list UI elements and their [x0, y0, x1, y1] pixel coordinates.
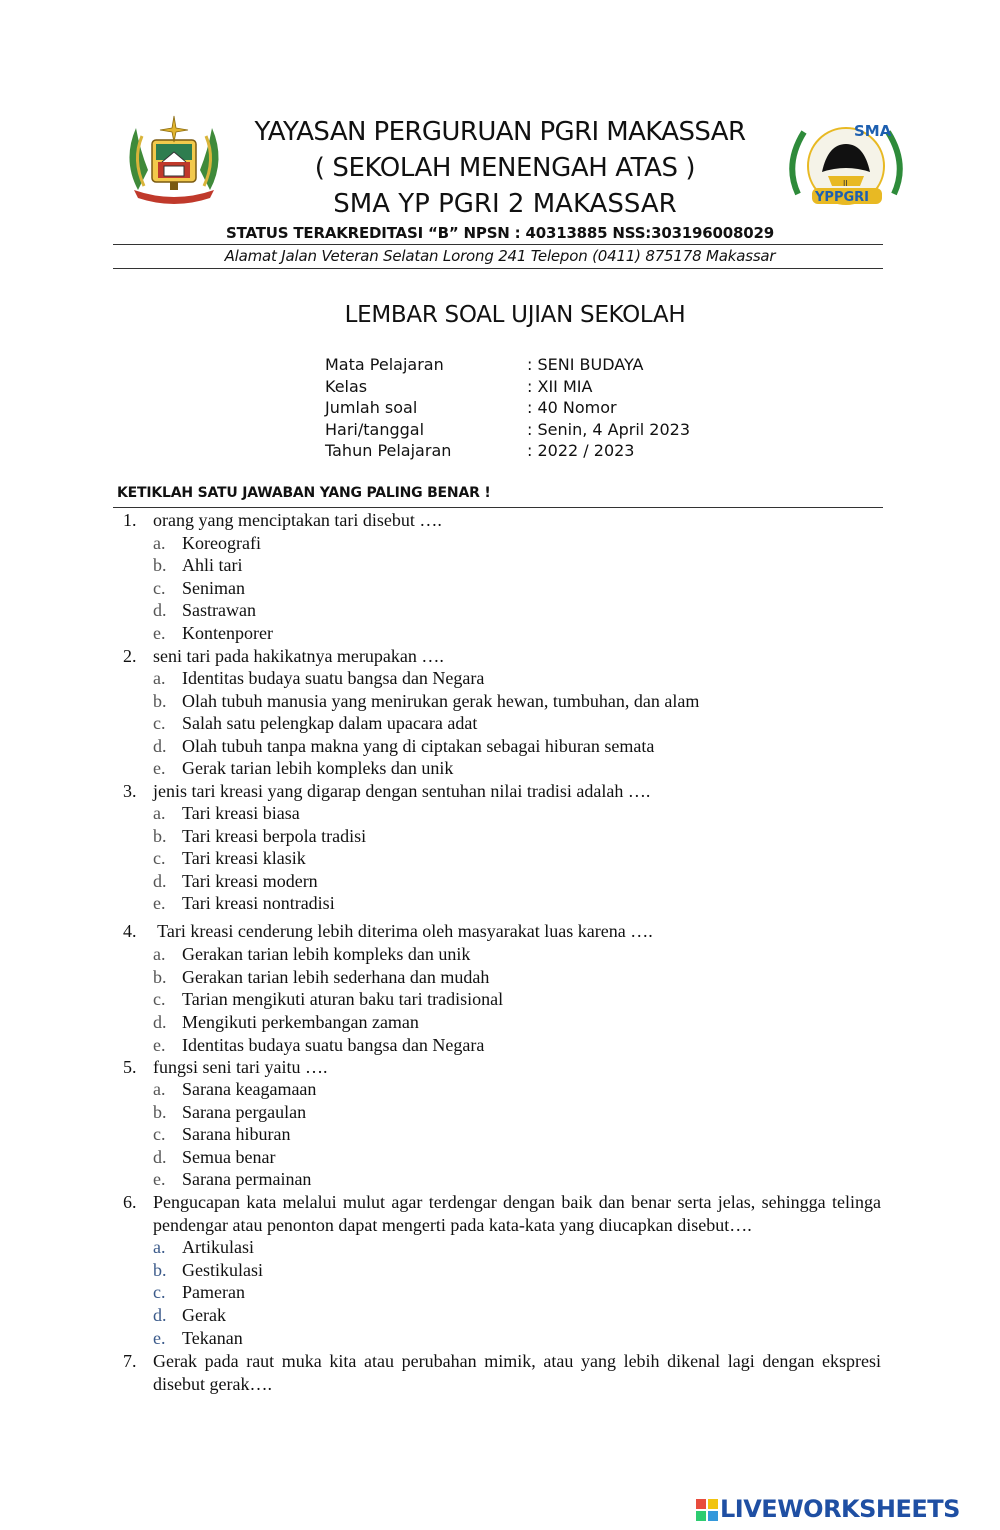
- option-text: Sarana permainan: [182, 1169, 312, 1189]
- question-number: 5.: [123, 1057, 137, 1077]
- option-letter: a.: [153, 803, 166, 823]
- question-text: Tari kreasi cenderung lebih diterima oleh masyarakat luas karena ….: [153, 921, 653, 941]
- option-text: Sarana hiburan: [182, 1124, 291, 1144]
- option-text: Identitas budaya suatu bangsa dan Negara: [182, 668, 485, 688]
- question-number: 4.: [123, 921, 137, 941]
- option-text: Olah tubuh manusia yang menirukan gerak hewan, tumbuhan, dan alam: [182, 691, 700, 711]
- option-letter: e.: [153, 758, 166, 778]
- option-letter: c.: [153, 1124, 166, 1144]
- instruction-text: KETIKLAH SATU JAWABAN YANG PALING BENAR !: [117, 485, 491, 501]
- option-letter: a.: [153, 944, 166, 964]
- info-label: Kelas: [325, 377, 368, 396]
- question-text: jenis tari kreasi yang digarap dengan sentuhan nilai tradisi adalah ….: [153, 781, 651, 801]
- option-text: Sarana keagamaan: [182, 1079, 317, 1099]
- option-letter: b.: [153, 691, 167, 711]
- option-letter: c.: [153, 848, 166, 868]
- option-text: Ahli tari: [182, 555, 243, 575]
- liveworksheets-brand[interactable]: [696, 1495, 992, 1523]
- brand-wordmark: LIVEWORKSHEETS: [720, 1495, 960, 1523]
- option-text: Tari kreasi berpola tradisi: [182, 826, 367, 846]
- option-text: Seniman: [182, 578, 245, 598]
- accreditation-status: STATUS TERAKREDITASI “B” NPSN : 40313885 NSS:303196008029: [226, 224, 774, 242]
- option-text: Tari kreasi biasa: [182, 803, 300, 823]
- option-letter: c.: [153, 989, 166, 1009]
- option-letter: a.: [153, 1079, 166, 1099]
- option-text: Kontenporer: [182, 623, 273, 643]
- question-text: seni tari pada hakikatnya merupakan ….: [153, 646, 444, 666]
- question-number: 7.: [123, 1351, 137, 1371]
- question-text: Gerak pada raut muka kita atau perubahan mimik, atau yang lebih dikenal lagi dengan ekspresi disebut gerak….: [153, 1351, 881, 1394]
- liveworksheets-logo-icon: [696, 1499, 718, 1521]
- option-text: Gerak: [182, 1305, 226, 1325]
- school-type: ( SEKOLAH MENENGAH ATAS ): [314, 153, 696, 183]
- question-text: Pengucapan kata melalui mulut agar terdengar dengan baik dan benar serta jelas, sehingga telinga pendengar atau penonton dapat mengerti pada kata-kata yang diucapkan disebut….: [153, 1192, 881, 1235]
- question-number: 2.: [123, 646, 137, 666]
- right-logo-top-text: SMA: [854, 122, 892, 140]
- question-text: orang yang menciptakan tari disebut ….: [153, 510, 442, 530]
- question-number: 6.: [123, 1192, 137, 1212]
- info-value: : SENI BUDAYA: [527, 355, 644, 374]
- option-letter: e.: [153, 1035, 166, 1055]
- right-logo-bottom-text: YPPGRI: [815, 190, 869, 205]
- info-value: : 40 Nomor: [527, 398, 617, 417]
- option-text: Koreografi: [182, 533, 261, 553]
- option-letter: b.: [153, 967, 167, 987]
- option-letter: c.: [153, 1282, 166, 1302]
- option-text: Gerak tarian lebih kompleks dan unik: [182, 758, 454, 778]
- option-text: Tarian mengikuti aturan baku tari tradisional: [182, 989, 504, 1009]
- question-number: 1.: [123, 510, 137, 530]
- option-text: Artikulasi: [182, 1237, 254, 1257]
- header-divider: [113, 244, 883, 245]
- option-text: Tari kreasi modern: [182, 871, 318, 891]
- option-letter: d.: [153, 1305, 167, 1325]
- option-letter: d.: [153, 1012, 167, 1032]
- provincial-emblem-icon: [118, 110, 230, 204]
- option-text: Pameran: [182, 1282, 245, 1302]
- option-letter: e.: [153, 1328, 166, 1348]
- option-letter: c.: [153, 578, 166, 598]
- option-text: Gestikulasi: [182, 1260, 263, 1280]
- option-text: Gerakan tarian lebih kompleks dan unik: [182, 944, 471, 964]
- page-title: LEMBAR SOAL UJIAN SEKOLAH: [344, 302, 686, 328]
- info-label: Mata Pelajaran: [325, 355, 444, 374]
- option-letter: d.: [153, 600, 167, 620]
- option-text: Sarana pergaulan: [182, 1102, 307, 1122]
- option-text: Sastrawan: [182, 600, 256, 620]
- option-text: Semua benar: [182, 1147, 276, 1167]
- option-text: Identitas budaya suatu bangsa dan Negara: [182, 1035, 485, 1055]
- school-name: SMA YP PGRI 2 MAKASSAR: [333, 189, 677, 219]
- option-text: Gerakan tarian lebih sederhana dan mudah: [182, 967, 490, 987]
- option-letter: a.: [153, 1237, 166, 1257]
- option-text: Olah tubuh tanpa makna yang di ciptakan sebagai hiburan semata: [182, 736, 655, 756]
- option-letter: a.: [153, 668, 166, 688]
- option-text: Tari kreasi nontradisi: [182, 893, 335, 913]
- option-text: Tekanan: [182, 1328, 243, 1348]
- info-label: Tahun Pelajaran: [325, 441, 452, 460]
- right-logo-center-text: II: [843, 179, 848, 188]
- question-text: fungsi seni tari yaitu ….: [153, 1057, 328, 1077]
- question-number: 3.: [123, 781, 137, 801]
- option-text: Salah satu pelengkap dalam upacara adat: [182, 713, 478, 733]
- option-letter: c.: [153, 713, 166, 733]
- option-letter: e.: [153, 893, 166, 913]
- option-letter: d.: [153, 1147, 167, 1167]
- info-value: : Senin, 4 April 2023: [527, 420, 691, 439]
- option-letter: e.: [153, 623, 166, 643]
- header-divider: [113, 268, 883, 269]
- option-letter: b.: [153, 555, 167, 575]
- school-address: Alamat Jalan Veteran Selatan Lorong 241 Telepon (0411) 875178 Makassar: [224, 247, 776, 265]
- option-letter: b.: [153, 1260, 167, 1280]
- option-letter: e.: [153, 1169, 166, 1189]
- option-letter: a.: [153, 533, 166, 553]
- option-letter: b.: [153, 1102, 167, 1122]
- option-text: Mengikuti perkembangan zaman: [182, 1012, 419, 1032]
- info-value: : XII MIA: [527, 377, 593, 396]
- option-letter: d.: [153, 871, 167, 891]
- option-text: Tari kreasi klasik: [182, 848, 306, 868]
- instruction-divider: [113, 507, 883, 508]
- option-letter: b.: [153, 826, 167, 846]
- info-label: Jumlah soal: [325, 398, 418, 417]
- option-letter: d.: [153, 736, 167, 756]
- info-label: Hari/tanggal: [325, 420, 425, 439]
- foundation-name: YAYASAN PERGURUAN PGRI MAKASSAR: [254, 117, 746, 147]
- school-emblem-icon: [782, 114, 910, 218]
- info-value: : 2022 / 2023: [527, 441, 635, 460]
